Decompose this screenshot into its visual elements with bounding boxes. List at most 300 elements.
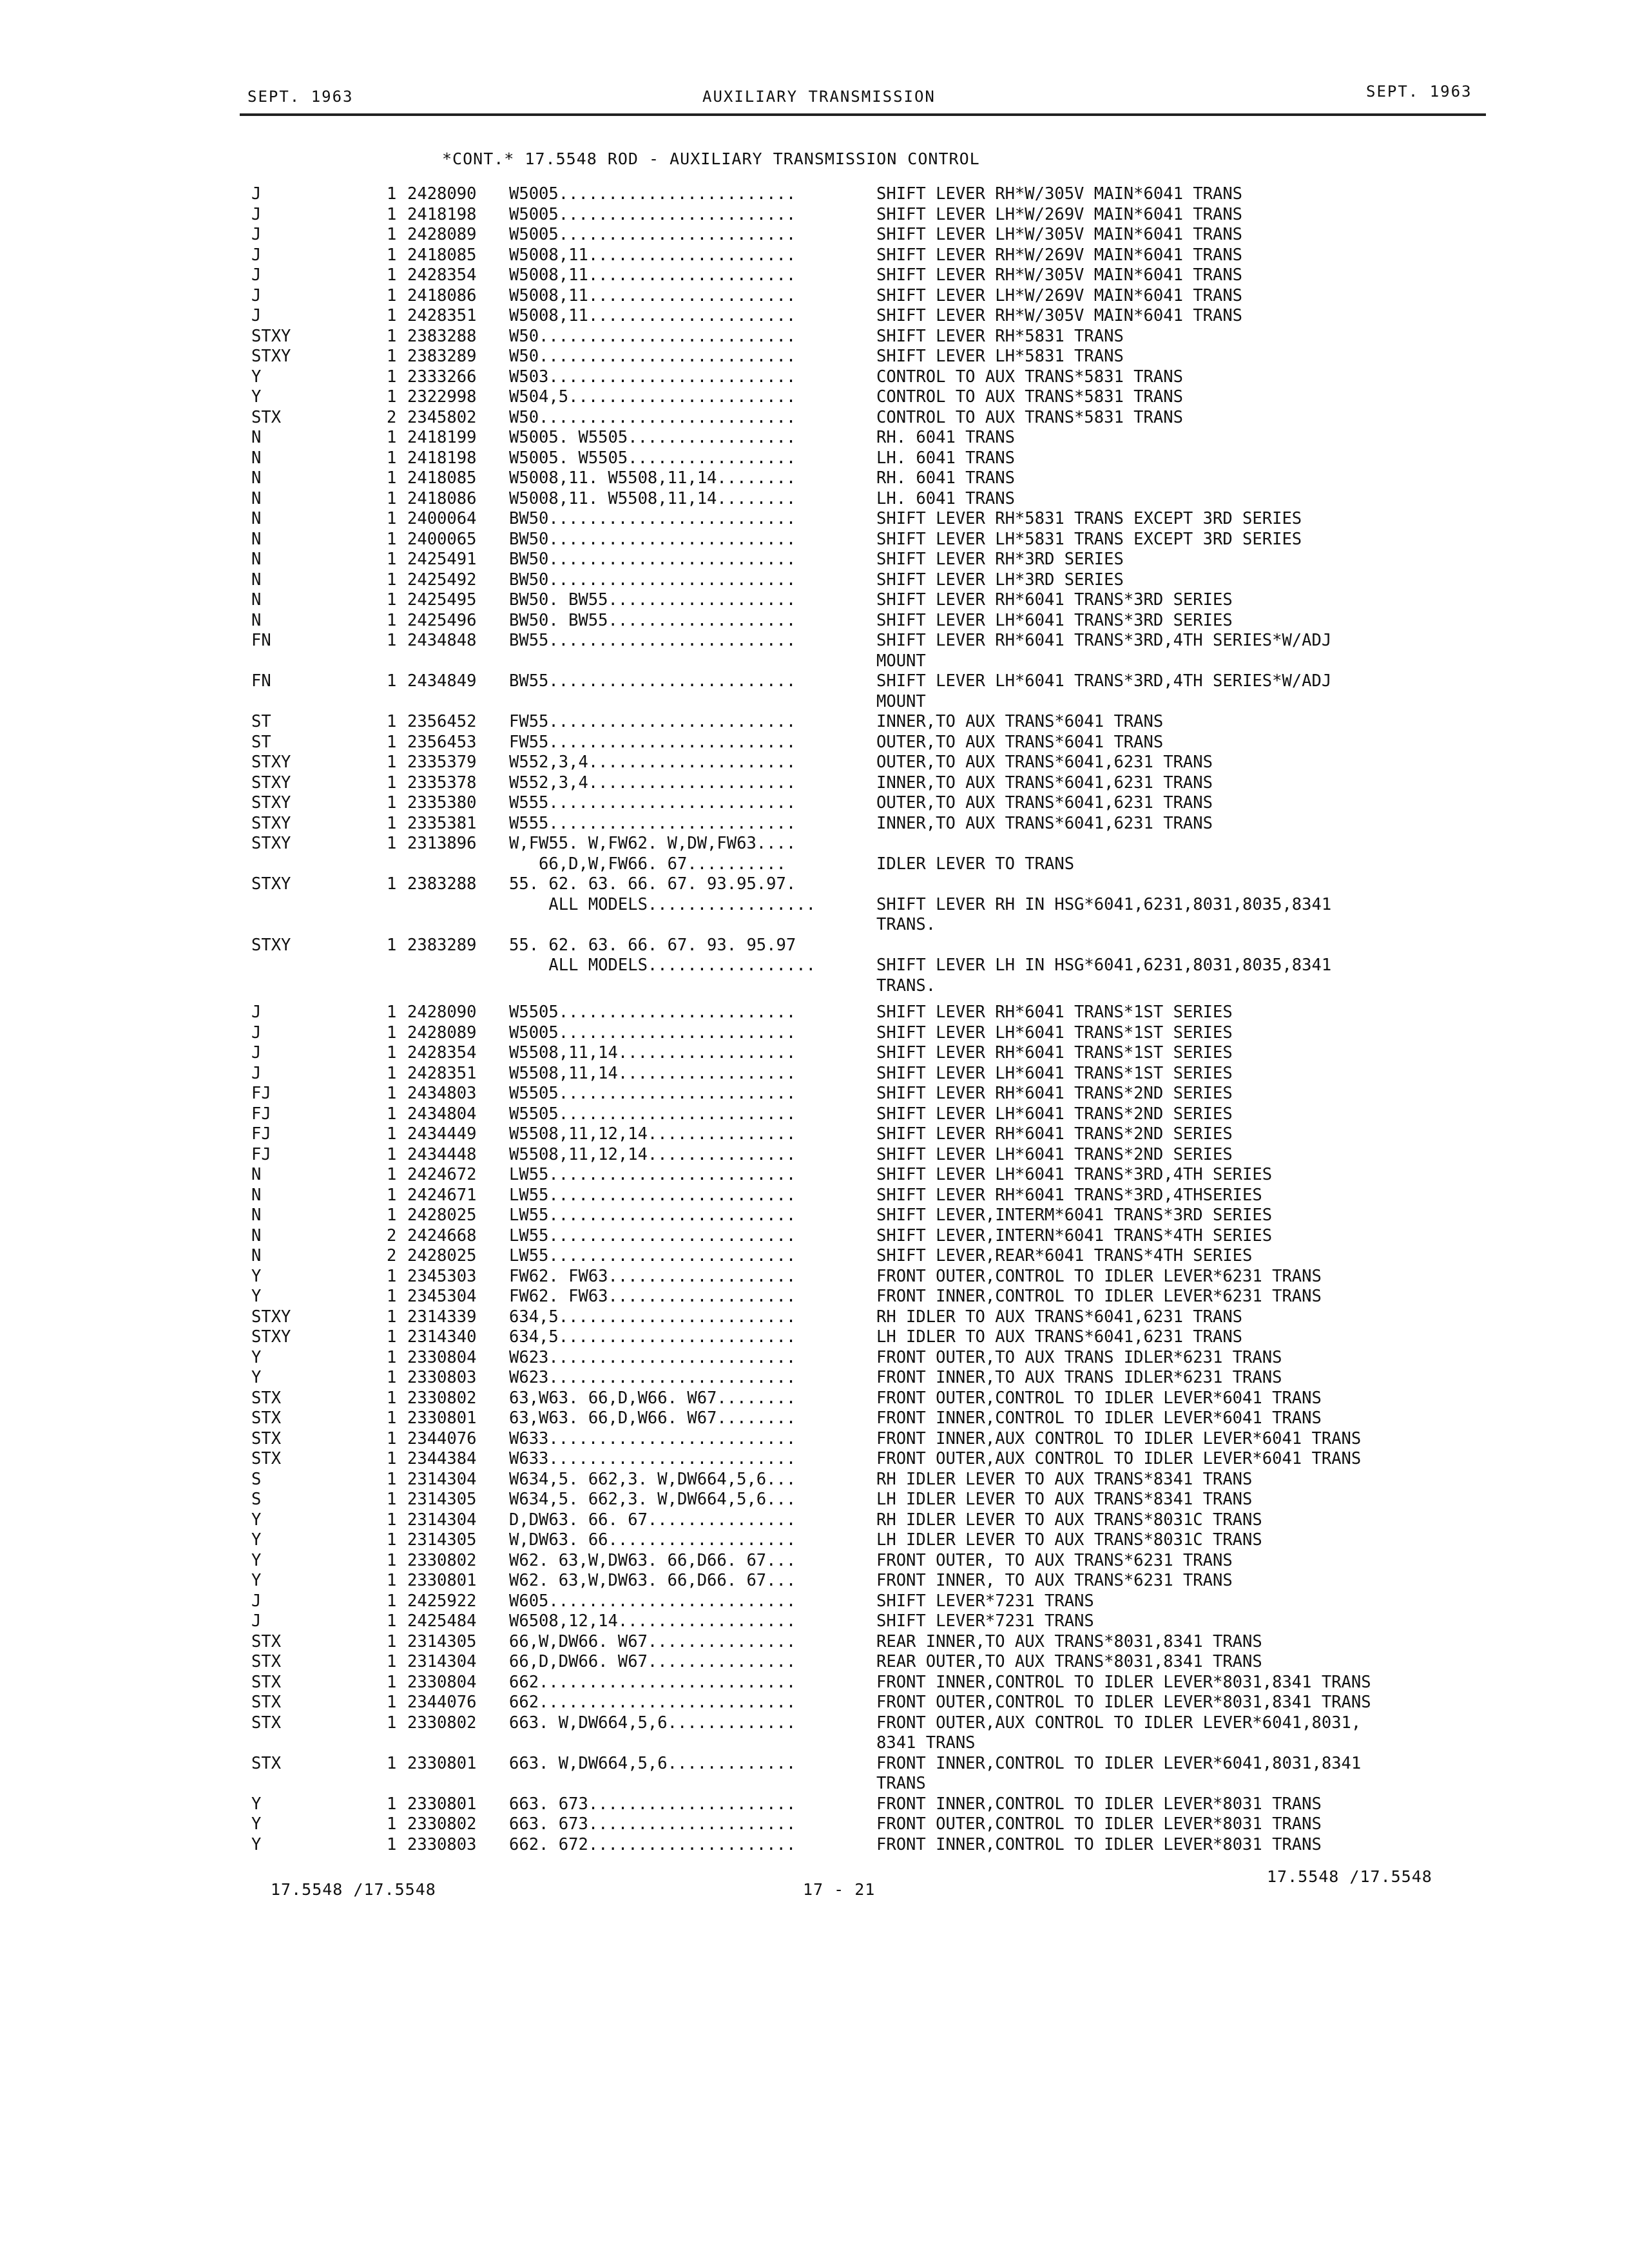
table-row <box>0 428 1629 448</box>
description: SHIFT LEVER LH*W/305V MAIN*6041 TRANS <box>876 225 1243 244</box>
quantity: 1 <box>387 590 397 610</box>
part-number: 2418085 <box>407 468 477 488</box>
description: SHIFT LEVER LH*6041 TRANS*2ND SERIES <box>876 1104 1233 1124</box>
part-number: 2418086 <box>407 285 477 305</box>
quantity: 1 <box>387 1611 397 1631</box>
description: INNER,TO AUX TRANS*6041 TRANS <box>876 712 1164 731</box>
model-code: STX <box>251 1428 282 1448</box>
part-number: 2428090 <box>407 184 477 204</box>
part-number: 2330802 <box>407 1713 477 1733</box>
table-row <box>0 1003 1629 1023</box>
application: BW55......................... <box>509 671 796 691</box>
model-code: J <box>251 1611 262 1631</box>
table-row <box>0 956 1629 976</box>
model-code: N <box>251 468 262 488</box>
table-row <box>0 611 1629 631</box>
quantity: 1 <box>387 1530 397 1550</box>
description: FRONT OUTER,TO AUX TRANS IDLER*6231 TRANS <box>876 1347 1282 1367</box>
model-code: STX <box>251 1631 282 1651</box>
application: W5508,11,14.................. <box>509 1063 796 1083</box>
table-row <box>0 1713 1629 1734</box>
table-row <box>0 692 1629 713</box>
table-row <box>0 1794 1629 1815</box>
model-code: Y <box>251 1834 262 1854</box>
model-code: STXY <box>251 813 291 833</box>
description: SHIFT LEVER LH*W/269V MAIN*6041 TRANS <box>876 204 1243 224</box>
part-number: 2345303 <box>407 1266 477 1286</box>
description: RH IDLER LEVER TO AUX TRANS*8341 TRANS <box>876 1469 1253 1489</box>
model-code: STX <box>251 1652 282 1671</box>
model-code: ST <box>251 712 271 731</box>
quantity: 1 <box>387 1063 397 1083</box>
part-number: 2383289 <box>407 935 477 955</box>
quantity: 1 <box>387 1165 397 1184</box>
description: FRONT INNER,CONTROL TO IDLER LEVER*8031 TRANS <box>876 1834 1322 1854</box>
quantity: 2 <box>387 1246 397 1265</box>
model-code: Y <box>251 1814 262 1834</box>
quantity: 1 <box>387 184 397 204</box>
application: W6508,12,14.................. <box>509 1611 796 1631</box>
description: FRONT OUTER,CONTROL TO IDLER LEVER*8031,8341 TRANS <box>876 1693 1371 1712</box>
quantity: 1 <box>387 1571 397 1590</box>
application: 662.......................... <box>509 1693 796 1712</box>
application: LW55......................... <box>509 1185 796 1205</box>
part-number: 2330803 <box>407 1368 477 1387</box>
table-row <box>0 834 1629 854</box>
table-row <box>0 1530 1629 1551</box>
table-row <box>0 1774 1629 1794</box>
table-row <box>0 570 1629 591</box>
application: W62. 63,W,DW63. 66,D66. 67... <box>509 1550 796 1570</box>
table-row <box>0 1186 1629 1206</box>
description: SHIFT LEVER RH IN HSG*6041,6231,8031,8035,8341 <box>876 894 1332 914</box>
model-code: J <box>251 1043 262 1062</box>
part-number: 2330801 <box>407 1794 477 1814</box>
table-row <box>0 874 1629 895</box>
quantity: 1 <box>387 1287 397 1306</box>
quantity: 1 <box>387 1206 397 1225</box>
description: REAR INNER,TO AUX TRANS*8031,8341 TRANS <box>876 1631 1262 1651</box>
model-code: S <box>251 1490 262 1509</box>
description: SHIFT LEVER RH*W/305V MAIN*6041 TRANS <box>876 184 1243 204</box>
application: 66,D,W,FW66. 67.......... <box>509 854 786 874</box>
description: FRONT INNER,CONTROL TO IDLER LEVER*6041 TRANS <box>876 1408 1322 1428</box>
part-number: 2428351 <box>407 1063 477 1083</box>
description: INNER,TO AUX TRANS*6041,6231 TRANS <box>876 773 1213 793</box>
table-row <box>0 1835 1629 1856</box>
part-number: 2314305 <box>407 1490 477 1509</box>
model-code: FJ <box>251 1144 271 1164</box>
description: FRONT INNER, TO AUX TRANS*6231 TRANS <box>876 1571 1233 1590</box>
application: W555......................... <box>509 793 796 812</box>
description: SHIFT LEVER RH*6041 TRANS*2ND SERIES <box>876 1084 1233 1103</box>
model-code: STXY <box>251 753 291 772</box>
model-code: FN <box>251 671 271 691</box>
quantity: 1 <box>387 1388 397 1408</box>
model-code: J <box>251 1591 262 1611</box>
description: FRONT INNER,TO AUX TRANS IDLER*6231 TRANS <box>876 1368 1282 1387</box>
application: W50.......................... <box>509 347 796 366</box>
application: W5005........................ <box>509 1023 796 1043</box>
quantity: 1 <box>387 610 397 630</box>
application: 663. W,DW664,5,6............. <box>509 1713 796 1733</box>
description: SHIFT LEVER RH*5831 TRANS <box>876 326 1124 346</box>
quantity: 2 <box>387 407 397 427</box>
description: SHIFT LEVER,INTERN*6041 TRANS*4TH SERIES <box>876 1225 1273 1245</box>
quantity: 1 <box>387 793 397 812</box>
quantity: 1 <box>387 1449 397 1468</box>
table-row <box>0 814 1629 834</box>
quantity: 1 <box>387 1631 397 1651</box>
table-row <box>0 1571 1629 1591</box>
model-code: N <box>251 428 262 447</box>
header-rule <box>240 113 1486 116</box>
table-row <box>0 1733 1629 1754</box>
model-code: N <box>251 610 262 630</box>
table-row <box>0 306 1629 327</box>
description: SHIFT LEVER RH*W/305V MAIN*6041 TRANS <box>876 265 1243 285</box>
model-code: STX <box>251 1388 282 1408</box>
header-date-right: SEPT. 1963 <box>1366 82 1472 101</box>
application: 66,D,DW66. W67............... <box>509 1652 796 1671</box>
application: FW55......................... <box>509 732 796 752</box>
application: W605......................... <box>509 1591 796 1611</box>
application: 66,W,DW66. W67............... <box>509 1631 796 1651</box>
application: BW55......................... <box>509 631 796 650</box>
application: LW55......................... <box>509 1225 796 1245</box>
part-number: 2428025 <box>407 1206 477 1225</box>
table-row <box>0 530 1629 550</box>
quantity: 1 <box>387 813 397 833</box>
part-number: 2314304 <box>407 1469 477 1489</box>
description: LH. 6041 TRANS <box>876 448 1015 468</box>
part-number: 2428089 <box>407 225 477 244</box>
description: TRANS <box>876 1774 926 1793</box>
model-code: Y <box>251 1550 262 1570</box>
model-code: N <box>251 570 262 590</box>
part-number: 2400064 <box>407 509 477 528</box>
model-code: N <box>251 550 262 569</box>
model-code: Y <box>251 1287 262 1306</box>
quantity: 1 <box>387 1084 397 1103</box>
quantity: 1 <box>387 387 397 407</box>
quantity: 1 <box>387 488 397 508</box>
model-code: STXY <box>251 347 291 366</box>
table-row <box>0 550 1629 570</box>
table-row <box>0 712 1629 733</box>
table-row <box>0 1104 1629 1125</box>
part-number: 2428354 <box>407 1043 477 1062</box>
quantity: 1 <box>387 1550 397 1570</box>
description: SHIFT LEVER RH*6041 TRANS*3RD,4TH SERIES*W/ADJ <box>876 631 1332 650</box>
model-code: STX <box>251 1672 282 1692</box>
table-row <box>0 245 1629 266</box>
table-row <box>0 448 1629 469</box>
table-row <box>0 733 1629 753</box>
quantity: 1 <box>387 1307 397 1327</box>
description: TRANS. <box>876 915 936 934</box>
description: SHIFT LEVER RH*W/269V MAIN*6041 TRANS <box>876 245 1243 265</box>
description: SHIFT LEVER LH*6041 TRANS*2ND SERIES <box>876 1144 1233 1164</box>
quantity: 1 <box>387 834 397 853</box>
part-number: 2345304 <box>407 1287 477 1306</box>
quantity: 1 <box>387 773 397 793</box>
application: W5505........................ <box>509 1084 796 1103</box>
model-code: S <box>251 1469 262 1489</box>
table-row <box>0 753 1629 773</box>
description: SHIFT LEVER LH*W/269V MAIN*6041 TRANS <box>876 285 1243 305</box>
application: 663. 673..................... <box>509 1794 796 1814</box>
model-code: ST <box>251 732 271 752</box>
part-number: 2314340 <box>407 1327 477 1347</box>
application: W,FW55. W,FW62. W,DW,FW63.... <box>509 834 796 853</box>
model-code: J <box>251 265 262 285</box>
application: 634,5........................ <box>509 1327 796 1347</box>
model-code: N <box>251 509 262 528</box>
application: BW50......................... <box>509 509 796 528</box>
description: RH. 6041 TRANS <box>876 428 1015 447</box>
application: BW50......................... <box>509 550 796 569</box>
quantity: 1 <box>387 1469 397 1489</box>
application: 634,5........................ <box>509 1307 796 1327</box>
table-row <box>0 1165 1629 1186</box>
table-row <box>0 1064 1629 1084</box>
quantity: 1 <box>387 1043 397 1062</box>
quantity: 1 <box>387 1023 397 1043</box>
table-row <box>0 468 1629 489</box>
application: BW50. BW55................... <box>509 590 796 610</box>
application: W5508,11,12,14............... <box>509 1144 796 1164</box>
quantity: 2 <box>387 1225 397 1245</box>
quantity: 1 <box>387 347 397 366</box>
application: W5005........................ <box>509 204 796 224</box>
part-number: 2425922 <box>407 1591 477 1611</box>
table-row <box>0 631 1629 651</box>
description: FRONT INNER,AUX CONTROL TO IDLER LEVER*6041 TRANS <box>876 1428 1362 1448</box>
description: SHIFT LEVER LH*5831 TRANS <box>876 347 1124 366</box>
quantity: 1 <box>387 265 397 285</box>
application: 663. W,DW664,5,6............. <box>509 1753 796 1773</box>
description: SHIFT LEVER LH*6041 TRANS*3RD SERIES <box>876 610 1233 630</box>
part-number: 2418199 <box>407 428 477 447</box>
application: LW55......................... <box>509 1165 796 1184</box>
part-number: 2333266 <box>407 367 477 387</box>
application: BW50. BW55................... <box>509 610 796 630</box>
model-code: N <box>251 488 262 508</box>
part-number: 2330801 <box>407 1753 477 1773</box>
footer-ref-left: 17.5548 /17.5548 <box>271 1880 436 1899</box>
model-code: Y <box>251 1510 262 1530</box>
part-number: 2400065 <box>407 529 477 549</box>
table-row <box>0 1084 1629 1104</box>
description: FRONT OUTER,CONTROL TO IDLER LEVER*6231 TRANS <box>876 1266 1322 1286</box>
part-number: 2344076 <box>407 1693 477 1712</box>
application: ALL MODELS................. <box>509 894 816 914</box>
model-code: N <box>251 1206 262 1225</box>
table-row <box>0 590 1629 611</box>
description: SHIFT LEVER LH*6041 TRANS*3RD,4TH SERIES*W/ADJ <box>876 671 1332 691</box>
table-row <box>0 265 1629 286</box>
part-number: 2335380 <box>407 793 477 812</box>
section-title: *CONT.* 17.5548 ROD - AUXILIARY TRANSMISSION CONTROL <box>442 149 980 168</box>
application: 662.......................... <box>509 1672 796 1692</box>
table-row <box>0 1327 1629 1348</box>
description: LH IDLER LEVER TO AUX TRANS*8031C TRANS <box>876 1530 1262 1550</box>
part-number: 2330802 <box>407 1814 477 1834</box>
header-title: AUXILIARY TRANSMISSION <box>702 88 936 106</box>
quantity: 1 <box>387 225 397 244</box>
description: FRONT INNER,CONTROL TO IDLER LEVER*8031 TRANS <box>876 1794 1322 1814</box>
model-code: FJ <box>251 1084 271 1103</box>
model-code: FJ <box>251 1104 271 1124</box>
model-code: Y <box>251 387 262 407</box>
application: 55. 62. 63. 66. 67. 93. 95.97 <box>509 935 796 955</box>
table-row <box>0 1449 1629 1470</box>
part-number: 2425484 <box>407 1611 477 1631</box>
description: LH IDLER LEVER TO AUX TRANS*8341 TRANS <box>876 1490 1253 1509</box>
quantity: 1 <box>387 1591 397 1611</box>
model-code: STXY <box>251 1307 291 1327</box>
application: 63,W63. 66,D,W66. W67........ <box>509 1388 796 1408</box>
part-number: 2330804 <box>407 1347 477 1367</box>
part-number: 2418198 <box>407 204 477 224</box>
model-code: STXY <box>251 326 291 346</box>
quantity: 1 <box>387 935 397 955</box>
description: RH IDLER LEVER TO AUX TRANS*8031C TRANS <box>876 1510 1262 1530</box>
part-number: 2314305 <box>407 1530 477 1550</box>
quantity: 1 <box>387 1266 397 1286</box>
part-number: 2335381 <box>407 813 477 833</box>
part-number: 2313896 <box>407 834 477 853</box>
part-number: 2425492 <box>407 570 477 590</box>
description: SHIFT LEVER RH*6041 TRANS*1ST SERIES <box>876 1043 1233 1062</box>
part-number: 2344384 <box>407 1449 477 1468</box>
part-number: 2425496 <box>407 610 477 630</box>
description: IDLER LEVER TO TRANS <box>876 854 1075 874</box>
application: LW55......................... <box>509 1206 796 1225</box>
table-row <box>0 1287 1629 1307</box>
quantity: 1 <box>387 1104 397 1124</box>
model-code: N <box>251 1165 262 1184</box>
application: W5505........................ <box>509 1104 796 1124</box>
description: SHIFT LEVER RH*6041 TRANS*3RD,4THSERIES <box>876 1185 1262 1205</box>
quantity: 1 <box>387 1347 397 1367</box>
application: FW62. FW63................... <box>509 1266 796 1286</box>
table-row <box>0 1429 1629 1450</box>
table-row <box>0 976 1629 997</box>
table-row <box>0 651 1629 672</box>
quantity: 1 <box>387 367 397 387</box>
model-code: J <box>251 285 262 305</box>
quantity: 1 <box>387 1124 397 1144</box>
part-number: 2330803 <box>407 1834 477 1854</box>
description: MOUNT <box>876 651 926 671</box>
description: OUTER,TO AUX TRANS*6041,6231 TRANS <box>876 753 1213 772</box>
application: 662. 672..................... <box>509 1834 796 1854</box>
quantity: 1 <box>387 1003 397 1022</box>
model-code: N <box>251 1246 262 1265</box>
quantity: 1 <box>387 732 397 752</box>
model-code: Y <box>251 1530 262 1550</box>
table-row <box>0 1408 1629 1429</box>
model-code: STX <box>251 1713 282 1733</box>
model-code: J <box>251 306 262 325</box>
part-number: 2330802 <box>407 1388 477 1408</box>
quantity: 1 <box>387 1834 397 1854</box>
table-row <box>0 1814 1629 1835</box>
description: CONTROL TO AUX TRANS*5831 TRANS <box>876 367 1183 387</box>
application: W555......................... <box>509 813 796 833</box>
part-number: 2428025 <box>407 1246 477 1265</box>
table-row <box>0 205 1629 226</box>
description: OUTER,TO AUX TRANS*6041,6231 TRANS <box>876 793 1213 812</box>
part-number: 2428089 <box>407 1023 477 1043</box>
application: W5508,11,12,14............... <box>509 1124 796 1144</box>
model-code: N <box>251 1225 262 1245</box>
table-row <box>0 184 1629 205</box>
table-row <box>0 1754 1629 1774</box>
quantity: 1 <box>387 468 397 488</box>
description: SHIFT LEVER LH*3RD SERIES <box>876 570 1124 590</box>
description: TRANS. <box>876 975 936 995</box>
table-row <box>0 489 1629 510</box>
application: 55. 62. 63. 66. 67. 93.95.97. <box>509 874 796 894</box>
model-code: STX <box>251 1693 282 1712</box>
table-row <box>0 1267 1629 1287</box>
model-code: Y <box>251 1347 262 1367</box>
table-row <box>0 895 1629 916</box>
model-code: FN <box>251 631 271 650</box>
application: W623......................... <box>509 1368 796 1387</box>
footer-ref-right: 17.5548 /17.5548 <box>1267 1867 1432 1886</box>
part-number: 2434803 <box>407 1084 477 1103</box>
quantity: 1 <box>387 1753 397 1773</box>
description: SHIFT LEVER LH*5831 TRANS EXCEPT 3RD SERIES <box>876 529 1302 549</box>
table-row <box>0 1246 1629 1267</box>
quantity: 1 <box>387 1408 397 1428</box>
model-code: Y <box>251 1571 262 1590</box>
application: LW55......................... <box>509 1246 796 1265</box>
description: SHIFT LEVER RH*6041 TRANS*1ST SERIES <box>876 1003 1233 1022</box>
quantity: 1 <box>387 1490 397 1509</box>
application: W5505........................ <box>509 1003 796 1022</box>
part-number: 2335378 <box>407 773 477 793</box>
application: W5008,11..................... <box>509 245 796 265</box>
description: LH. 6041 TRANS <box>876 488 1015 508</box>
description: FRONT OUTER,AUX CONTROL TO IDLER LEVER*6041 TRANS <box>876 1449 1362 1468</box>
part-number: 2424668 <box>407 1225 477 1245</box>
application: W623......................... <box>509 1347 796 1367</box>
part-number: 2383288 <box>407 326 477 346</box>
table-row <box>0 1673 1629 1693</box>
table-row <box>0 1023 1629 1044</box>
part-number: 2434804 <box>407 1104 477 1124</box>
quantity: 1 <box>387 285 397 305</box>
quantity: 1 <box>387 448 397 468</box>
table-row <box>0 1551 1629 1571</box>
description: SHIFT LEVER RH*6041 TRANS*3RD SERIES <box>876 590 1233 610</box>
part-number: 2428351 <box>407 306 477 325</box>
table-row <box>0 347 1629 367</box>
table-row <box>0 1368 1629 1389</box>
table-row <box>0 286 1629 307</box>
part-number: 2424672 <box>407 1165 477 1184</box>
application: D,DW63. 66. 67............... <box>509 1510 796 1530</box>
page-number: 17 - 21 <box>803 1880 876 1899</box>
description: SHIFT LEVER RH*W/305V MAIN*6041 TRANS <box>876 306 1243 325</box>
model-code: J <box>251 225 262 244</box>
quantity: 1 <box>387 753 397 772</box>
